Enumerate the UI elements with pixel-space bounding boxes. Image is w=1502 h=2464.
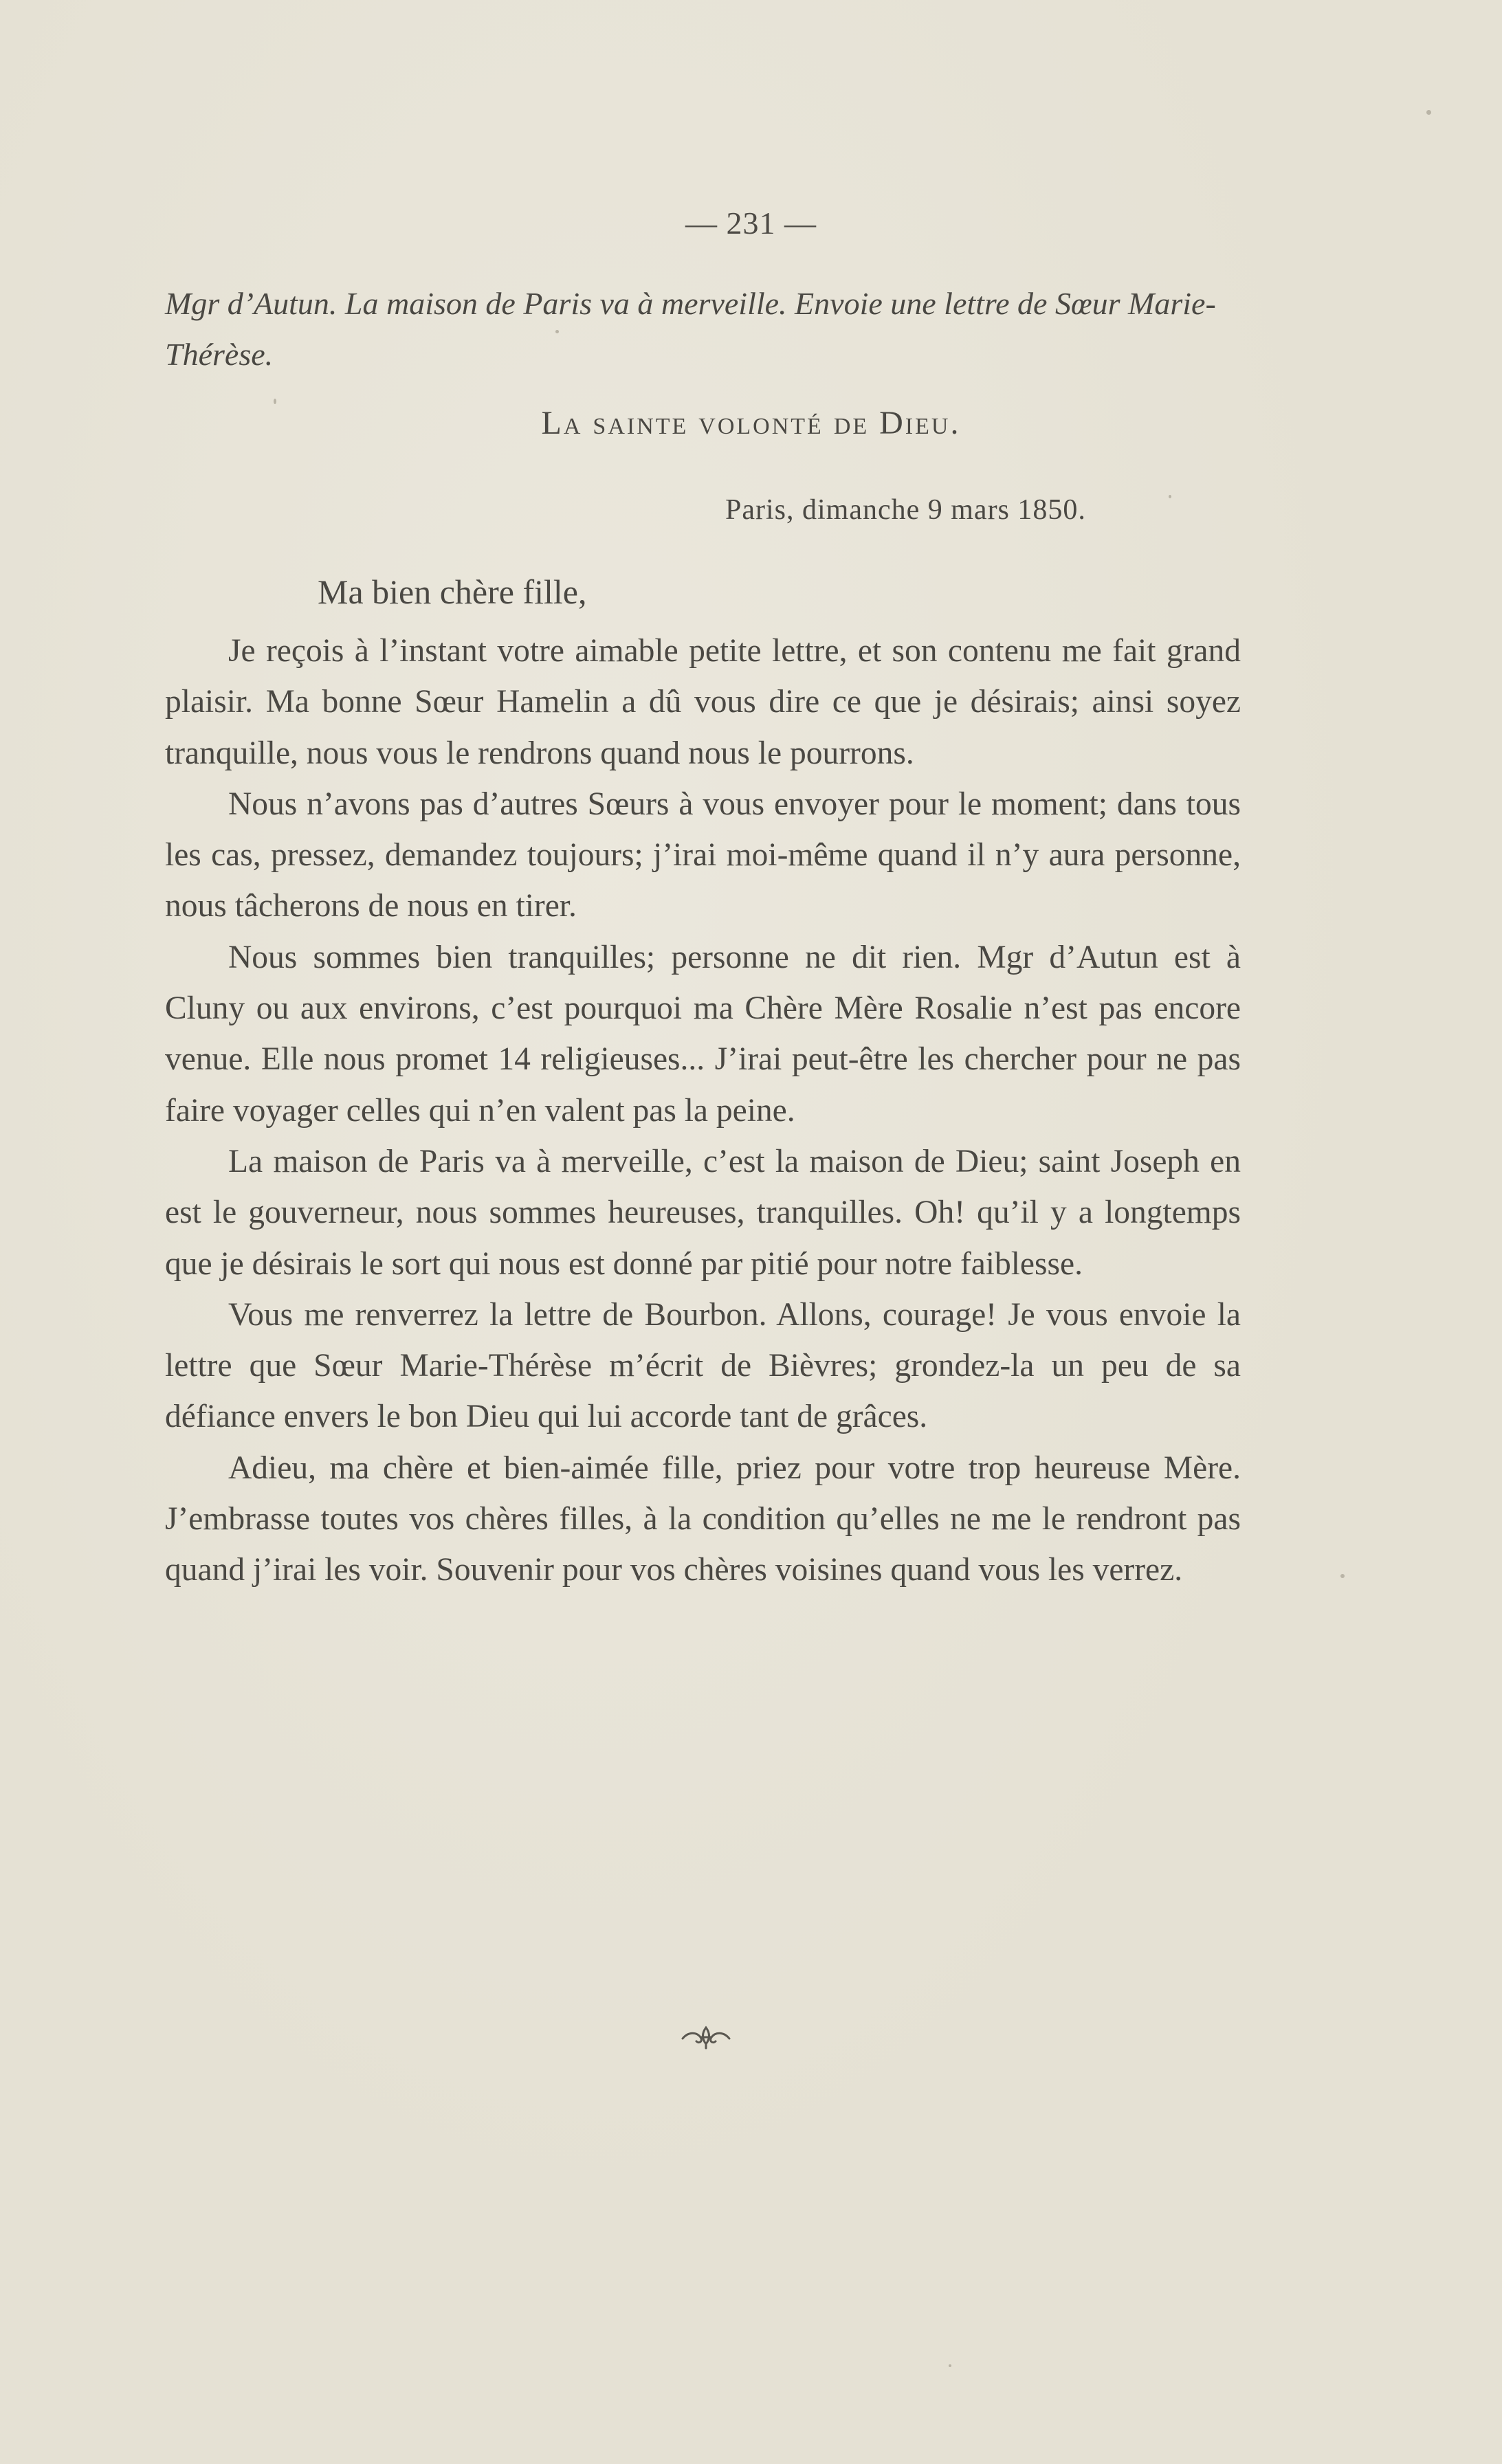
letter-dateline: Paris, dimanche 9 mars 1850. <box>725 494 1086 526</box>
paper-speck <box>1169 495 1171 498</box>
fleuron-icon <box>678 2023 733 2051</box>
paper-speck <box>555 330 559 333</box>
paragraph: Vous me renverrez la lettre de Bourbon. Allons, courage! Je vous envoie la lettre que Sœur Marie-Thérèse m’écrit de Bièvres; grondez-la un peu de sa défiance envers le bon Dieu qui lui accorde tant de grâces. <box>165 1296 1241 1435</box>
paper-speck <box>274 399 276 404</box>
paragraph: Je reçois à l’instant votre aimable petite lettre, et son contenu me fait grand plaisir. Ma bonne Sœur Hamelin a dû vous dire ce que je désirais; ainsi soyez tranquille, nous vous le rendrons quand nous le pourrons. <box>165 633 1241 771</box>
paragraph: La maison de Paris va à merveille, c’est la maison de Dieu; saint Joseph en est le gouverneur, nous sommes heureuses, tranquilles. Oh! qu’il y a longtemps que je désirais le sort qui nous est donné par pitié pour notre faiblesse. <box>165 1143 1241 1282</box>
chapter-summary: Mgr d’Autun. La maison de Paris va à merveille. Envoie une lettre de Sœur Marie-Thérèse. <box>165 286 1216 372</box>
paragraph: Nous sommes bien tranquilles; personne ne dit rien. Mgr d’Autun est à Cluny ou aux environs, c’est pourquoi ma Chère Mère Rosalie n’est pas encore venue. Elle nous promet 14 religieuses... J’irai peut-être les chercher pour ne pas faire voyager celles qui n’en valent pas la peine. <box>165 939 1241 1129</box>
paragraph: Nous n’avons pas d’autres Sœurs à vous envoyer pour le moment; dans tous les cas, pressez, demandez toujours; j’irai moi-même quand il n’y aura personne, nous tâcherons de nous en tirer. <box>165 786 1241 924</box>
letter-body <box>165 625 1241 1596</box>
page-number: — 231 — <box>685 206 817 241</box>
letter-salutation: Ma bien chère fille, <box>318 573 587 611</box>
paper-speck <box>1426 110 1431 115</box>
paragraph: Adieu, ma chère et bien-aimée fille, priez pour votre trop heureuse Mère. J’embrasse toutes vos chères filles, à la condition qu’elles ne me le rendront pas quand j’irai les voir. Souvenir pour vos chères voisines quand vous les verrez. <box>165 1450 1241 1588</box>
paper-speck <box>949 2364 951 2367</box>
letter-heading: La sainte volonté de Dieu. <box>541 405 961 441</box>
paper-speck <box>1340 1574 1345 1578</box>
